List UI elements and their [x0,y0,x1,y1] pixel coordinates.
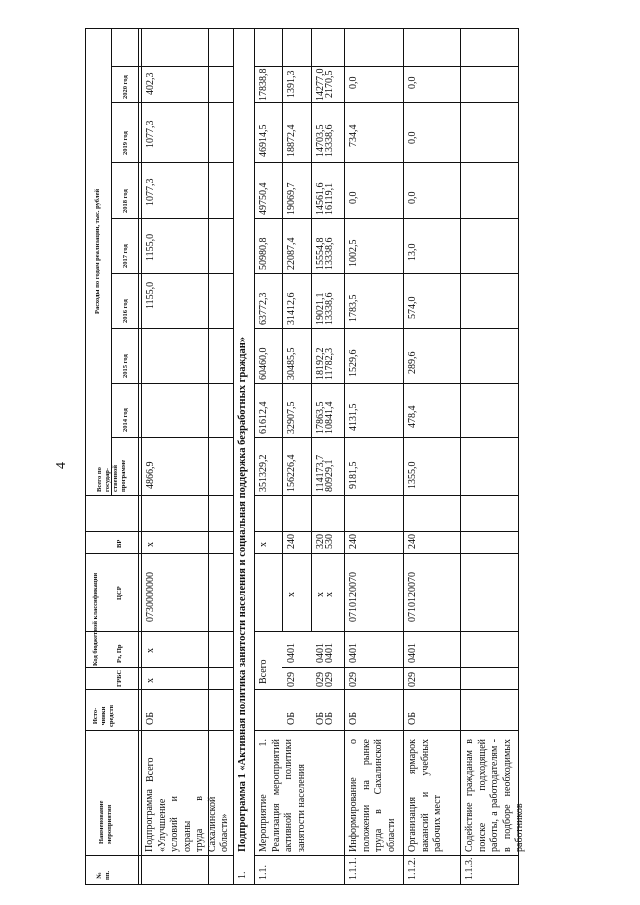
row112-2017: 13,0 [407,243,418,261]
header-2018: 2018 год [122,189,129,213]
row11-2015: 60460,0 [258,347,269,380]
row0-2016: 1155,0 [145,281,156,309]
row11-r1-2015: 30485,5 [286,347,297,380]
row11-r3-csr: х [324,592,335,597]
row0-2019: 1077,3 [145,120,156,148]
row112-name: Организация ярмарок вакансий и учебных рабочих мест [407,739,443,852]
row111-2018: 0,0 [348,191,359,204]
row11-r3-2017: 13338,6 [324,237,335,270]
row11-r2-2016: 19021,1 [315,292,326,325]
row11-r2-2017: 15554,8 [315,237,326,270]
row11-r3-2020: 2170,5 [324,70,335,98]
row112-2020: 0,0 [407,76,418,89]
row111-2015: 1529,6 [348,349,359,377]
row111-2016: 1783,5 [348,294,359,322]
row0-grbs: х [145,678,156,683]
row0-vr: х [145,542,156,547]
row11-num: 1.1. [258,865,269,880]
row112-num: 1.1.2. [407,857,418,880]
row111-num: 1.1.1. [348,857,359,880]
row111-total: 9181,5 [348,461,359,489]
header-budget-code: Код бюджетной классификации [92,572,99,666]
page-number: 4 [54,462,69,469]
row113-num: 1.1.3. [464,857,475,880]
row11-r2-2019: 14703,5 [315,124,326,157]
row112-2016: 574,0 [407,296,418,319]
row11-r1-2019: 18872,4 [286,124,297,157]
row112-grbs: 029 [407,672,418,687]
row11-r2-2020: 14277,0 [315,68,326,101]
row0-2017: 1155,0 [145,233,156,261]
row111-rzpr: 0401 [348,643,359,663]
header-csr: ЦСР [116,586,123,600]
row11-total-label: Всего [258,659,269,684]
row11-r1-total: 156226,4 [286,454,297,492]
row11-r2-source: ОБ [315,712,326,725]
row11-r3-2018: 16119,1 [324,182,335,215]
row112-csr: 0710120070 [407,572,418,622]
row11-r1-rzpr: 0401 [286,643,297,663]
row11-r3-total: 80929,1 [324,459,335,492]
row0-source-name: Всего [145,757,156,782]
header-name: Наименование мероприятия [98,800,113,844]
row111-source: ОБ [348,712,359,725]
row111-csr: 0710120070 [348,572,359,622]
row111-2017: 1002,5 [348,239,359,267]
row112-source: ОБ [407,712,418,725]
row11-r1-csr: х [286,592,297,597]
row11-r2-total: 114173,7 [315,454,326,492]
row11-2016: 63772,3 [258,292,269,325]
row0-total: 4866,9 [145,461,156,489]
row0-name: Подпрограмма «Улучшение условий и охраны труда в Сахалинской области» [144,789,230,852]
row0-2018: 1077,3 [145,178,156,206]
row11-r2-2018: 14561,6 [315,182,326,215]
row11-r3-2016: 13338,6 [324,292,335,325]
row111-vr: 240 [348,534,359,549]
header-2015: 2015 год [122,354,129,378]
row11-r2-grbs: 029 [315,672,326,687]
header-2016: 2016 год [122,299,129,323]
row11-r1-2017: 22087,4 [286,237,297,270]
row11-r1-source: ОБ [286,712,297,725]
row11-r3-vr: 530 [324,534,335,549]
row0-csr: 0730000000 [145,572,156,622]
row11-r3-2019: 13338,6 [324,124,335,157]
header-2019: 2019 год [122,131,129,155]
row111-2014: 4131,5 [348,403,359,431]
row11-r3-2014: 10841,4 [324,401,335,434]
row112-vr: 240 [407,534,418,549]
row11-r3-source-visible: ОБ [324,712,335,725]
row112-2014: 478,4 [407,405,418,428]
header-grbs: ГРБС [116,669,123,687]
header-expenses: Расходы по годам реализации, тыс. рублей [94,188,101,314]
row112-rzpr: 0401 [407,643,418,663]
row0-2020: 402,3 [145,72,156,95]
row11-r1-2018: 19069,7 [286,182,297,215]
row111-2019: 734,4 [348,124,359,147]
row11-r3-rzpr: 0401 [324,643,335,663]
header-2014: 2014 год [122,408,129,432]
row11-r1-2014: 32907,5 [286,401,297,434]
row11-2014: 61612,4 [258,401,269,434]
row112-2019: 0,0 [407,131,418,144]
row111-grbs: 029 [348,672,359,687]
row0-source: ОБ [145,712,156,725]
row11-r3-grbs: 029 [324,672,335,687]
row11-vr: х [258,542,269,547]
row11-r1-2016: 31412,6 [286,292,297,325]
row11-r1-vr: 240 [286,534,297,549]
row111-name: Информирование о положении на рынке труда в Сахалинской области [348,739,397,852]
row111-2020: 0,0 [348,76,359,89]
header-rzpr: Рз, Пр [116,644,123,663]
row11-r1-grbs: 029 [286,672,297,687]
header-2020: 2020 год [122,75,129,99]
row11-r3-2015: 11782,3 [324,347,335,380]
row11-r2-csr: х [315,592,326,597]
subprogram-title: Подпрограмма 1 «Активная политика занятости населения и социальная поддержка безработных граждан» [237,336,248,852]
row112-2015: 289,6 [407,351,418,374]
header-2017: 2017 год [122,244,129,268]
row11-2017: 50980,8 [258,237,269,270]
row11-r2-2015: 18192,2 [315,347,326,380]
header-num: № пп. [96,870,111,880]
row11-2018: 49750,4 [258,182,269,215]
row11-r2-2014: 17863,5 [315,401,326,434]
row11-total: 351329,2 [258,454,269,492]
budget-table [85,28,525,885]
row0-rzpr: х [145,648,156,653]
row11-2020: 17838,8 [258,68,269,101]
header-vr: ВР [116,539,123,548]
row11-r2-rzpr: 0401 [315,643,326,663]
row11-r2-vr: 320 [315,534,326,549]
row112-total: 1355,0 [407,461,418,489]
subprogram-num: 1. [237,871,248,879]
header-source: Исто- чники средств [92,704,115,727]
header-total: Всего по государ- ственной программе [96,459,127,492]
row11-r1-2020: 1391,3 [286,70,297,98]
row112-2018: 0,0 [407,191,418,204]
row113-name: Содействие гражданам в поиске подходящей работы, а работодателям - в подборе необходимых работников [464,739,525,852]
row11-2019: 46914,5 [258,124,269,157]
row11-name: Мероприятие 1. Реализация мероприятий активной политики занятости населения [258,739,307,852]
